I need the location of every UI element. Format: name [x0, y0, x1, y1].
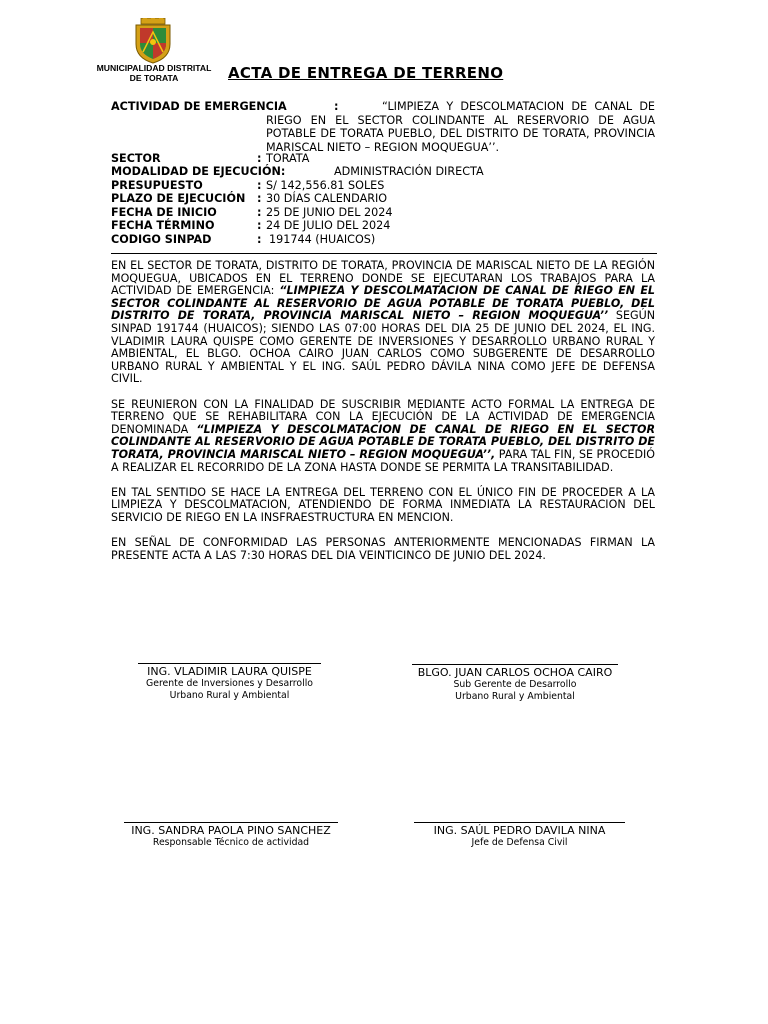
paragraph-1 — [111, 260, 655, 386]
signature-block-defensa-civil — [414, 822, 625, 849]
paragraph-4: EN SEÑAL DE CONFORMIDAD LAS PERSONAS ANTERIORMENTE MENCIONADAS FIRMAN LA PRESENTE ACTA A LAS 7:30 HORAS DEL DIA VEINTICINCO DE JUNIO DEL 2024. — [111, 536, 655, 562]
field-label-actividad: ACTIVIDAD DE EMERGENCIA — [111, 100, 287, 113]
signatory-name: BLGO. JUAN CARLOS OCHOA CAIRO — [417, 666, 613, 679]
signatory-role: Urbano Rural y Ambiental — [169, 689, 290, 701]
field-value-modalidad: ADMINISTRACIÓN DIRECTA — [334, 165, 484, 178]
signatory-role: Sub Gerente de Desarrollo — [453, 679, 577, 690]
field-label-codigo-sinpad: CODIGO SINPAD — [111, 233, 212, 246]
field-value-sector: TORATA — [266, 152, 310, 165]
signatory-role: Gerente de Inversiones y Desarrollo — [146, 678, 313, 689]
document-body — [111, 260, 655, 575]
signatory-role: Responsable Técnico de actividad — [152, 837, 310, 848]
field-label-fecha-inicio: FECHA DE INICIO — [111, 206, 217, 219]
signature-line — [138, 663, 321, 664]
field-colon: : — [257, 192, 262, 205]
signature-line — [124, 822, 338, 823]
signature-line — [414, 822, 625, 823]
field-value-codigo-sinpad: 191744 (HUAICOS) — [269, 233, 376, 246]
signature-line — [412, 664, 618, 665]
signatory-role: Jefe de Defensa Civil — [471, 837, 568, 848]
paragraph-1-text: SEGÚN SINPAD 191744 (HUAICOS); SIENDO LAS 07:00 HORAS DEL DIA 25 DE JUNIO DEL 2024, EL ING. VLADIMIR LAURA QUISPE COMO GERENTE DE INVERSIONES Y DESARROLLO URBANO RURAL Y AMBIENTAL, EL BLGO. OCHOA CAIRO JUAN CARLOS COMO SUBGERENTE DE DESARROLLO URBANO RURAL Y AMBIENTAL Y EL ING. SAÚL PEDRO DÁVILA NINA COMO JEFE DE DEFENSA CIVIL. — [111, 309, 655, 386]
field-colon: : — [257, 233, 262, 246]
paragraph-2 — [111, 399, 655, 475]
paragraph-3: EN TAL SENTIDO SE HACE LA ENTREGA DEL TERRENO CON EL ÚNICO FIN DE PROCEDER A LA LIMPIEZA Y DESCOLMATACION, ATENDIENDO DE FORMA INMEDIATA LA RESTAURACION DEL SERVICIO DE RIEGO EN LA INSFRAESTRUCTURA EN MENCION. — [111, 485, 655, 525]
document-title: ACTA DE ENTREGA DE TERRENO — [228, 64, 504, 82]
field-colon: : — [257, 179, 262, 192]
field-colon: : — [257, 219, 262, 232]
field-value-fecha-termino: 24 DE JULIO DEL 2024 — [266, 219, 391, 232]
signatory-name: ING. SANDRA PAOLA PINO SANCHEZ — [131, 824, 331, 837]
field-value-fecha-inicio: 25 DE JUNIO DEL 2024 — [266, 206, 393, 219]
field-value-plazo: 30 DÍAS CALENDARIO — [266, 192, 388, 205]
field-label-presupuesto: PRESUPUESTO — [111, 179, 203, 192]
paragraph-2-text: SE REUNIERON CON LA FINALIDAD DE SUSCRIBIR MEDIANTE ACTO FORMAL LA ENTREGA DE TERRENO QUE SE REHABILITARA CON LA EJECUCIÓN DE LA ACTIVIDAD DE EMERGENCIA DENOMINADA — [111, 397, 655, 436]
activity-name-emphasis: “LIMPIEZA Y DESCOLMATACION DE CANAL DE RIEGO EN EL SECTOR COLINDANTE AL RESERVORIO DE AGUA POTABLE DE TORATA PUEBLO, DEL DISTRITO DE TORATA, PROVINCIA MARISCAL NIETO – REGION MOQUEGUA’’, — [111, 422, 656, 461]
paragraph-2-text: PARA TAL FIN, SE PROCEDIÓ A REALIZAR EL RECORRIDO DE LA ZONA HASTA DONDE SE PERMITA LA TRANSITABILIDAD. — [111, 448, 655, 474]
field-label-fecha-termino: FECHA TÉRMINO — [111, 219, 215, 232]
municipality-crest-logo — [133, 18, 173, 64]
signatory-name: ING. VLADIMIR LAURA QUISPE — [147, 665, 312, 678]
signature-block-gerente — [138, 663, 321, 701]
field-value-presupuesto: S/ 142,556.81 SOLES — [266, 179, 385, 192]
field-label-plazo: PLAZO DE EJECUCIÓN — [111, 192, 246, 205]
paragraph-1-text: EN EL SECTOR DE TORATA, DISTRITO DE TORATA, PROVINCIA DE MARISCAL NIETO DE LA REGIÓN MOQUEGUA, UBICADOS EN EL TERRENO DONDE SE EJECUTARAN LOS TRABAJOS PARA LA ACTIVIDAD DE EMERGENCIA: — [111, 259, 655, 298]
field-colon: : — [257, 152, 262, 165]
signatory-role: Urbano Rural y Ambiental — [455, 690, 575, 702]
field-label-sector: SECTOR — [111, 152, 161, 165]
institution-name: MUNICIPALIDAD DISTRITAL DE TORATA — [96, 63, 212, 83]
signature-block-responsable-tecnico — [124, 822, 338, 849]
field-value-actividad: “LIMPIEZA Y DESCOLMATACION DE CANAL DE RIEGO EN EL SECTOR COLINDANTE AL RESERVORIO DE AGUA POTABLE DE TORATA PUEBLO, DEL DISTRITO DE TORATA, PROVINCIA MARISCAL NIETO – REGION MOQUEGUA’’. — [266, 100, 655, 154]
field-colon: : — [257, 206, 262, 219]
field-label-modalidad: MODALIDAD DE EJECUCIÓN: — [111, 165, 286, 178]
signature-block-subgerente — [412, 664, 618, 702]
signatory-name: ING. SAÚL PEDRO DAVILA NINA — [433, 824, 606, 837]
activity-name-emphasis: “LIMPIEZA Y DESCOLMATACION DE CANAL DE RIEGO EN EL SECTOR COLINDANTE AL RESERVORIO DE AGUA POTABLE DE TORATA PUEBLO, DEL DISTRITO DE TORATA, PROVINCIA MARISCAL NIETO – REGION MOQUEGUA’’ — [111, 284, 655, 323]
field-colon: : — [334, 100, 339, 113]
header-divider — [111, 253, 657, 254]
